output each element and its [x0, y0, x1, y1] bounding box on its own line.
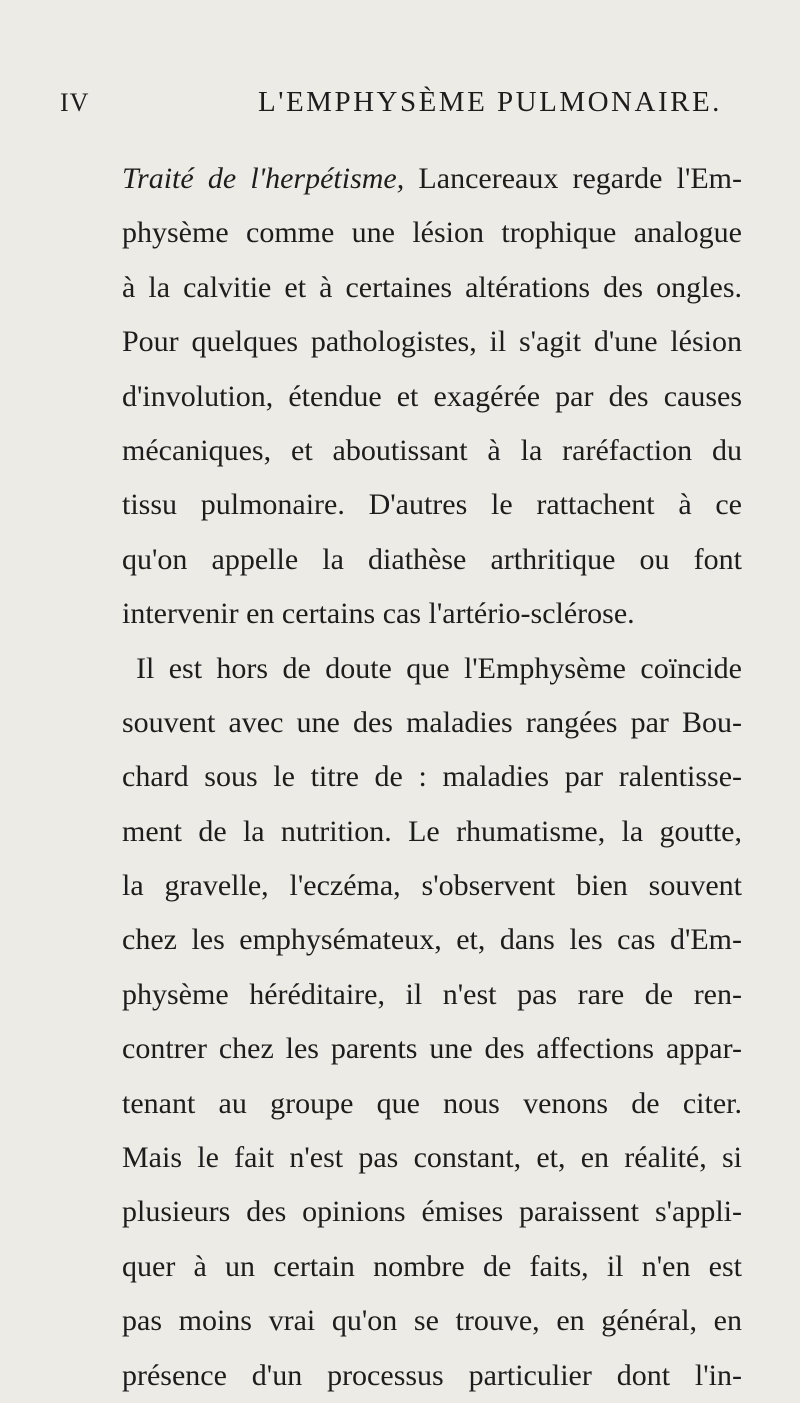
text-line: tissu pulmonaire. D'autres le rattachent à ce	[122, 488, 742, 522]
text-line: physème comme une lésion trophique analogue	[122, 216, 742, 250]
text-line: Pour quelques pathologistes, il s'agit d'une lésion	[122, 325, 742, 359]
text-line: d'involution, étendue et exagérée par des causes	[122, 379, 742, 413]
running-title: L'EMPHYSÈME PULMONAIRE.	[258, 86, 722, 118]
text-line: physème héréditaire, il n'est pas rare de ren-	[122, 977, 742, 1011]
text-line: chez les emphysémateux, et, dans les cas d'Em-	[122, 923, 742, 957]
paragraph-start-line: Il est hors de doute que l'Emphysème coïncide	[136, 651, 742, 685]
body-text	[122, 152, 742, 1403]
text-line: qu'on appelle la diathèse arthritique ou font	[122, 542, 742, 576]
text-line: intervenir en certains cas l'artério-sclérose.	[122, 597, 635, 631]
text-line: contrer chez les parents une des affections appar-	[122, 1032, 742, 1066]
text-line: présence d'un processus particulier dont l'in-	[122, 1358, 742, 1392]
text-line: quer à un certain nombre de faits, il n'en est	[122, 1249, 742, 1283]
text-line	[122, 152, 742, 206]
text-line: pas moins vrai qu'on se trouve, en général, en	[122, 1304, 742, 1338]
text-line: mécaniques, et aboutissant à la raréfaction du	[122, 433, 742, 467]
text-line: tenant au groupe que nous venons de citer.	[122, 1086, 742, 1120]
page-number: IV	[60, 88, 90, 117]
text-line: ment de la nutrition. Le rhumatisme, la goutte,	[122, 814, 742, 848]
text-line: à la calvitie et à certaines altérations des ongles.	[122, 270, 742, 304]
text-line: la gravelle, l'eczéma, s'observent bien souvent	[122, 869, 742, 903]
text-line: plusieurs des opinions émises paraissent s'appli-	[122, 1195, 742, 1229]
text-line: Mais le fait n'est pas constant, et, en réalité, si	[122, 1141, 742, 1175]
text-line: souvent avec une des maladies rangées par Bou-	[122, 705, 742, 739]
book-title-italic: Traité de l'herpétisme,	[122, 162, 405, 195]
text-line-continuation: Lancereaux regarde l'Em-	[404, 162, 742, 195]
text-line: chard sous le titre de : maladies par ralentisse-	[122, 760, 742, 794]
